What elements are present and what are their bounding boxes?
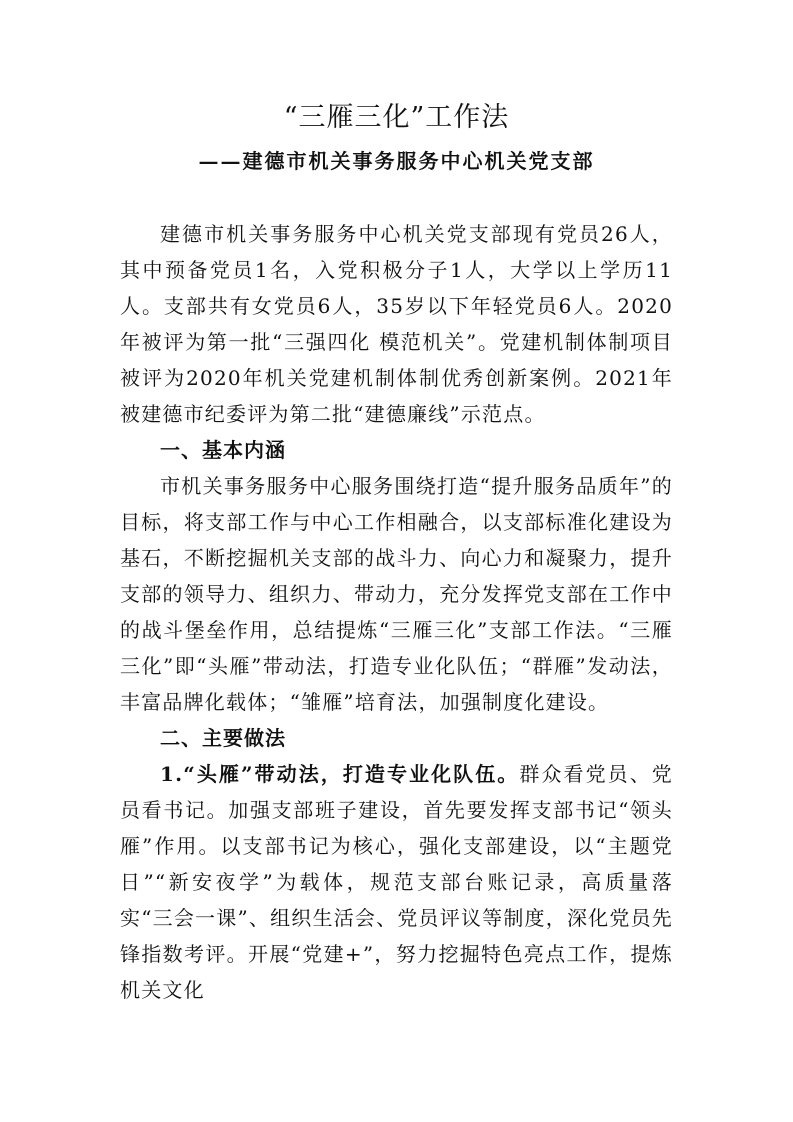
paragraph-connotation: 市机关事务服务中心服务围绕打造“提升服务品质年”的目标，将支部工作与中心工作相融合，以支部标准化建设为基石，不断挖掘机关支部的战斗力、向心力和凝聚力，提升支部的领导力、组织力、带动力，充分发挥党支部在工作中的战斗堡垒作用，总结提炼“三雁三化”支部工作法。“三雁三化”即“头雁”带动法，打造专业化队伍；“群雁”发动法，丰富品牌化载体；“雏雁”培育法，加强制度化建设。 — [120, 474, 673, 714]
heading-main-practices: 二、主要做法 — [160, 726, 286, 750]
document-title: “三雁三化”工作法 — [283, 102, 510, 133]
document-subtitle: ——建德市机关事务服务中心机关党支部 — [198, 149, 595, 173]
paragraph-intro: 建德市机关事务服务中心机关党支部现有党员26人，其中预备党员1名，入党积极分子1人，大学以上学历11人。支部共有女党员6人，35岁以下年轻党员6人。2020年被评为第一批“三强四化 模范机关”。党建机制体制项目被评为2020年机关党建机制体制优秀创新案例。2021年被建德市纪委评为第二批“建德廉线”示范点。 — [120, 222, 673, 426]
document-body — [120, 216, 673, 1008]
item-1-lead: 1.“头雁”带动法，打造专业化队伍。 — [160, 762, 520, 786]
paragraph-item-1 — [120, 756, 673, 1008]
item-1-text: 群众看党员、党员看书记。加强支部班子建设，首先要发挥支部书记“领头雁”作用。以支部书记为核心，强化支部建设，以“主题党日”“新安夜学”为载体，规范支部台账记录，高质量落实“三会一课”、组织生活会、党员评议等制度，深化党员先锋指数考评。开展“党建+”，努力挖掘特色亮点工作，提炼机关文化 — [120, 762, 673, 1002]
heading-basic-connotation: 一、基本内涵 — [160, 438, 286, 462]
